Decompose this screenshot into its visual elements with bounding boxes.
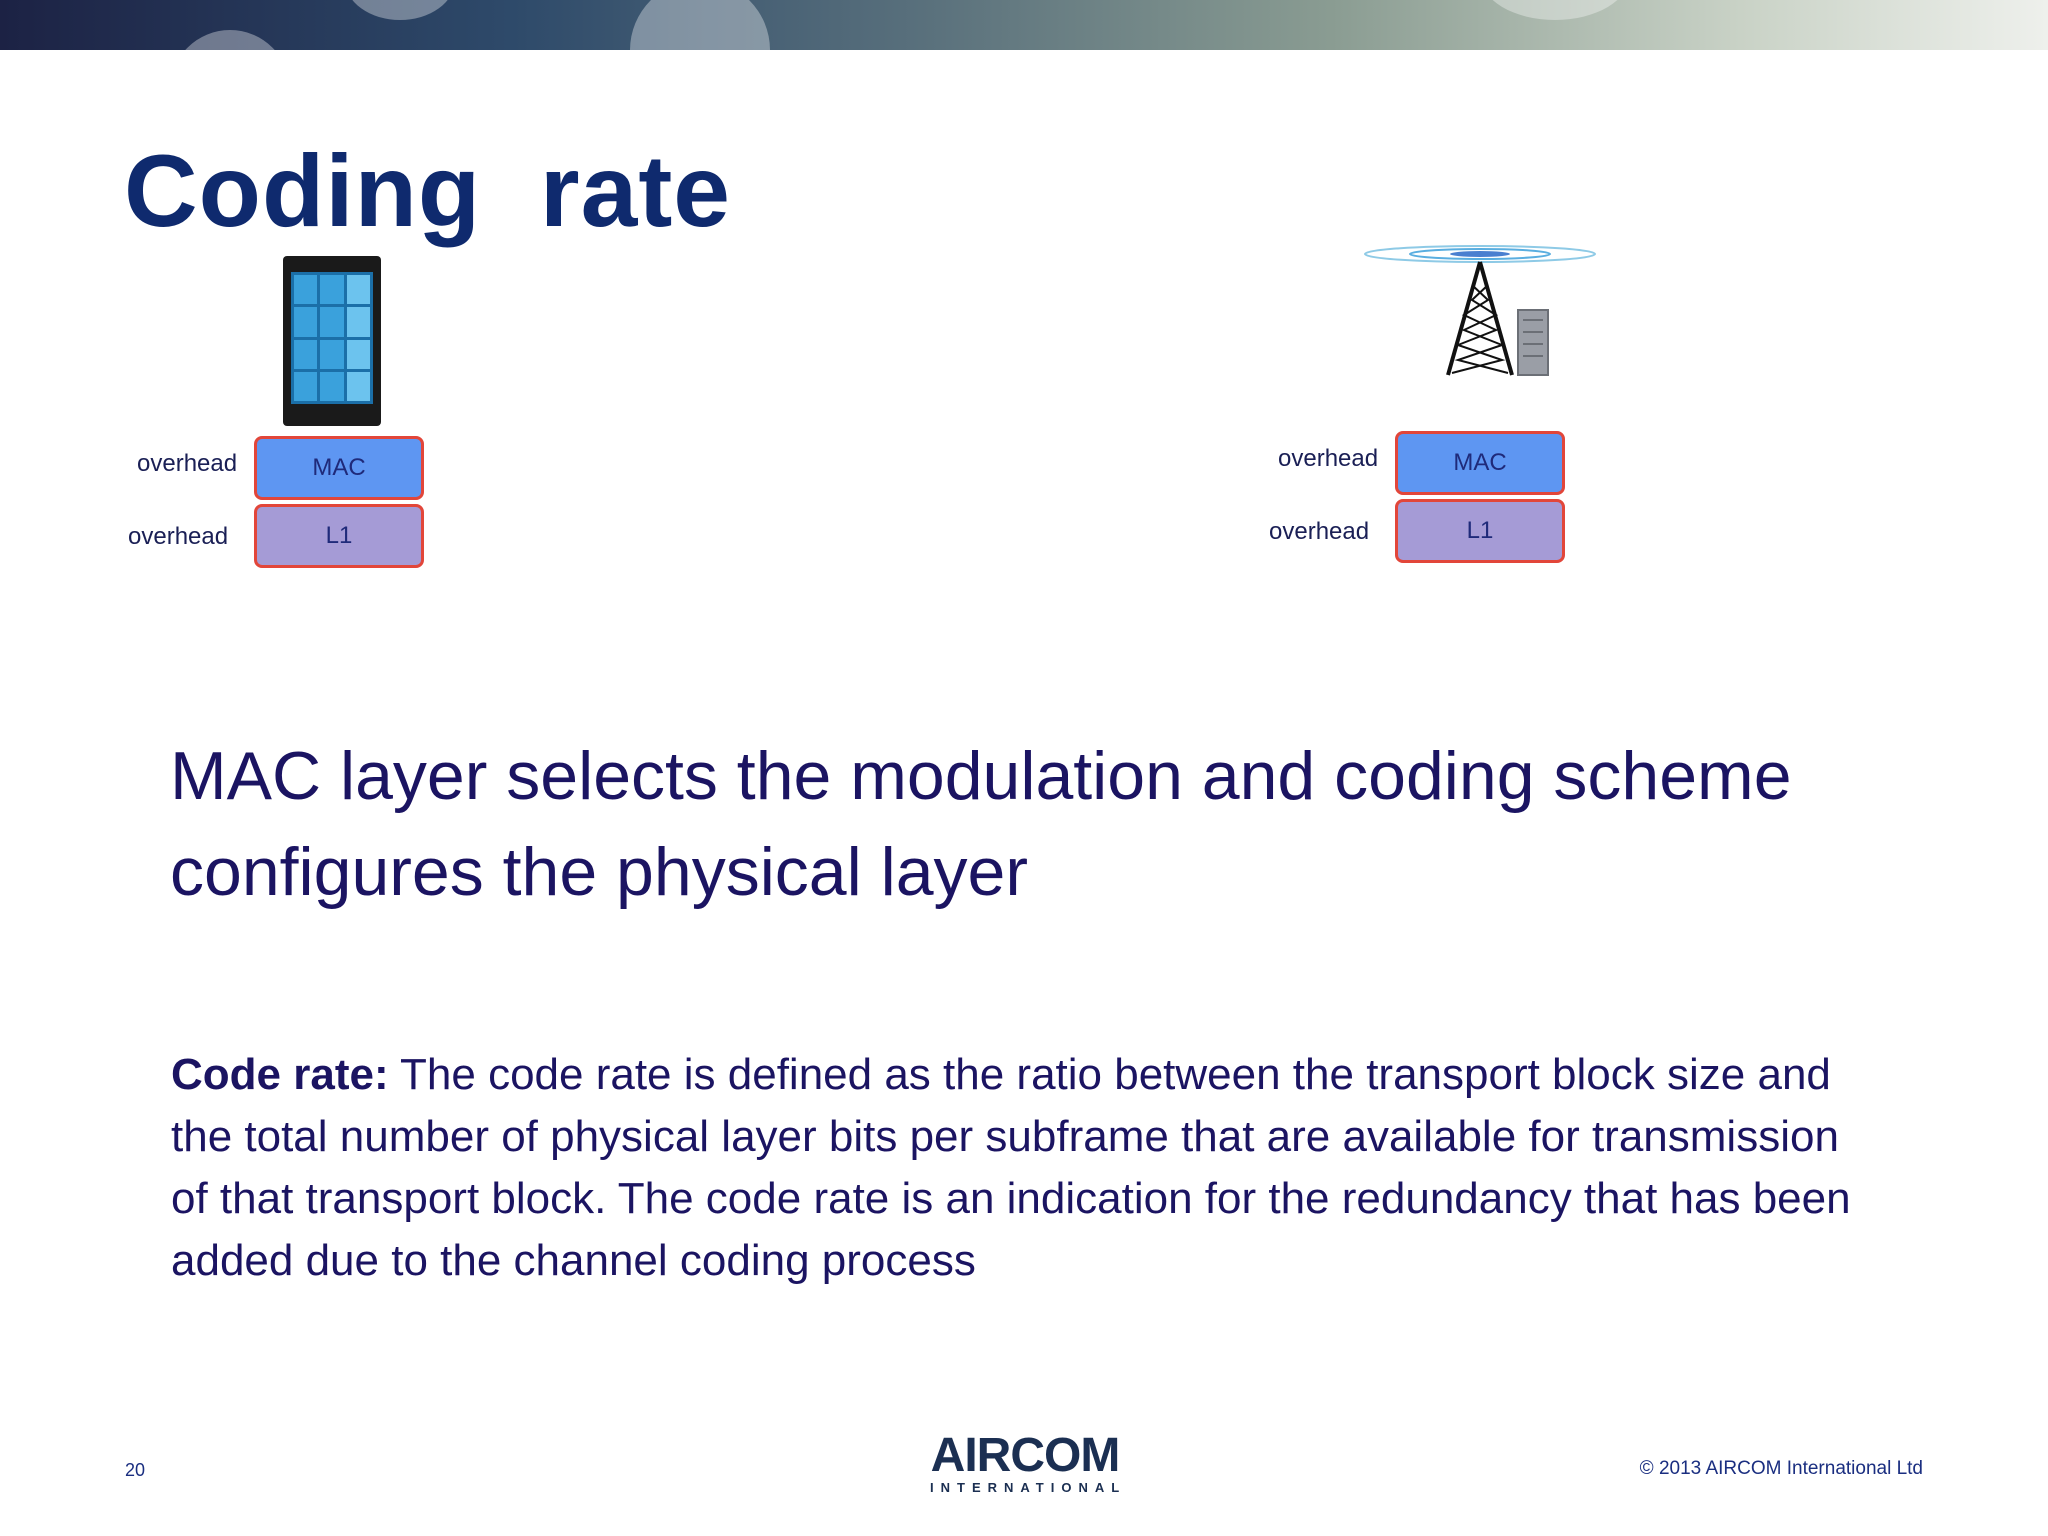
banner-bubble [345, 0, 455, 20]
phone-screen [291, 272, 373, 404]
l1-overhead-label: overhead [1269, 518, 1370, 545]
l1-layer-box: L1 [1395, 499, 1565, 563]
logo-word: AIRCOM [930, 1429, 1120, 1482]
definition-label: Code rate: [171, 1050, 389, 1099]
lead-statement [170, 728, 1930, 920]
definition-text: The code rate is defined as the ratio between the transport block size and the total number of physical layer bits per subframe that are available for transmission of that transport block. The code rate is an indication for the redundancy that has been added due to the channel coding process [171, 1050, 1851, 1285]
mac-overhead-label: overhead [1278, 445, 1379, 472]
mac-overhead-label: overhead [137, 450, 238, 477]
banner-bubble [170, 30, 290, 50]
mac-layer-box: MAC [254, 436, 424, 500]
lead-line: MAC layer selects the modulation and coding scheme [170, 738, 1792, 814]
smartphone-icon [283, 256, 381, 426]
banner-bubble [1480, 0, 1630, 20]
cell-tower-icon [1360, 240, 1620, 380]
header-banner [0, 0, 2048, 50]
copyright-notice: © 2013 AIRCOM International Ltd [1639, 1458, 1923, 1479]
page-number: 20 [125, 1460, 146, 1480]
slide-title: Coding rate [124, 134, 732, 248]
banner-bubble [630, 0, 770, 50]
code-rate-definition [171, 1044, 1871, 1292]
l1-overhead-label: overhead [128, 523, 229, 550]
mac-layer-box: MAC [1395, 431, 1565, 495]
aircom-logo [930, 1429, 1127, 1496]
l1-layer-box: L1 [254, 504, 424, 568]
logo-subtitle: INTERNATIONAL [930, 1480, 1127, 1495]
lead-line: configures the physical layer [170, 834, 1029, 910]
